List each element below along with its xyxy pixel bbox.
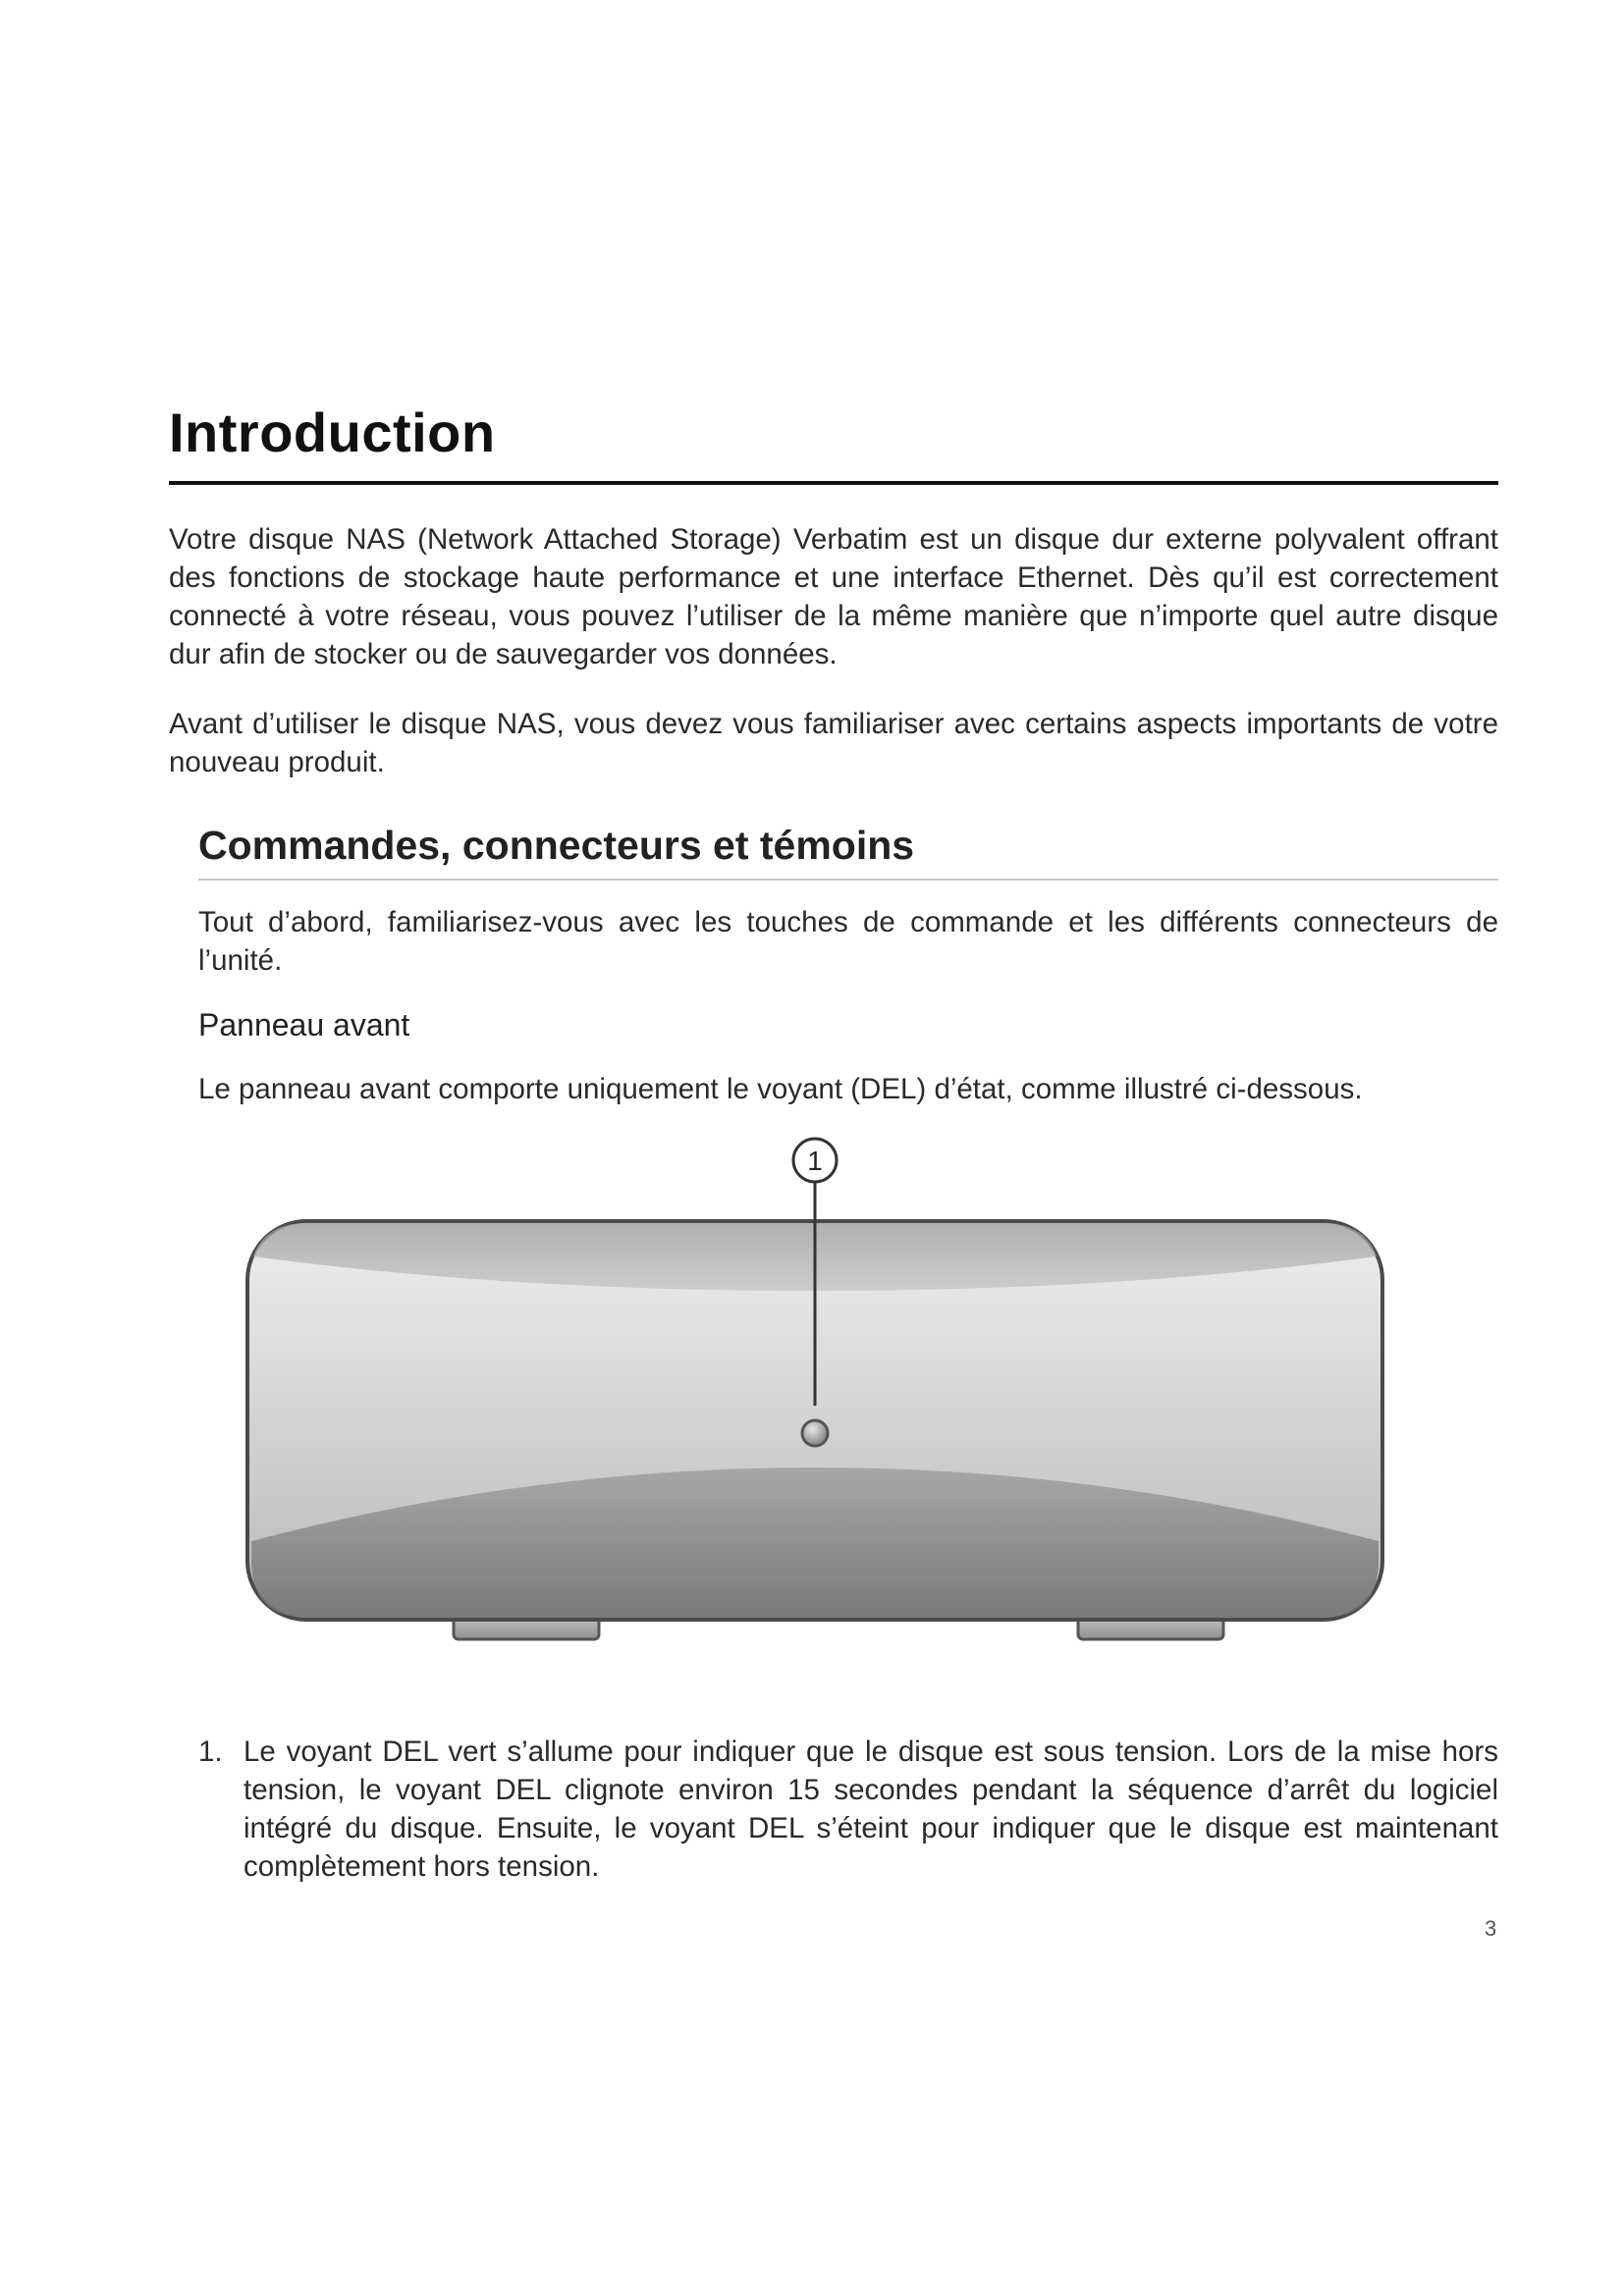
section-title: Commandes, connecteurs et témoins xyxy=(198,823,915,868)
led-description-list xyxy=(198,1733,1498,1886)
section-paragraph: Tout d’abord, familiarisez-vous avec les touches de commande et les différents connecteurs de l’unité. xyxy=(198,906,1498,977)
callout-label: 1 xyxy=(807,1146,823,1176)
page-number: 3 xyxy=(1485,1916,1497,1941)
list-number: 1. xyxy=(198,1735,223,1768)
list-text: Le voyant DEL vert s’allume pour indiquer que le disque est sous tension. Lors de la mise hors tension, le voyant DEL clignote environ 15 secondes pendant la séquence d’arrêt du logiciel intégré du disque. Ensuite, le voyant DEL s’éteint pour indiquer que le disque est maintenant complètement hors tension. xyxy=(244,1735,1498,1883)
subsection-title: Panneau avant xyxy=(198,1007,410,1042)
page-title: Introduction xyxy=(169,401,496,463)
status-led-icon xyxy=(802,1420,828,1446)
section-rule xyxy=(198,879,1498,881)
intro-paragraph-2: Avant d’utiliser le disque NAS, vous devez vous familiariser avec certains aspects importants de votre nouveau produit. xyxy=(169,708,1498,778)
subsection-paragraph: Le panneau avant comporte uniquement le voyant (DEL) d’état, comme illustré ci-dessous. xyxy=(198,1073,1363,1105)
list-item xyxy=(198,1733,1498,1886)
intro-paragraph-1: Votre disque NAS (Network Attached Storage) Verbatim est un disque dur externe polyvalent offrant des fonctions de stockage haute performance et une interface Ethernet. Dès qu’il est correctement connecté à votre réseau, vous pouvez l’utiliser de la même manière que n’importe quel autre disque dur afin de stocker ou de sauvegarder vos données. xyxy=(169,523,1498,670)
front-panel-figure xyxy=(236,1119,1394,1708)
title-rule xyxy=(169,481,1498,485)
